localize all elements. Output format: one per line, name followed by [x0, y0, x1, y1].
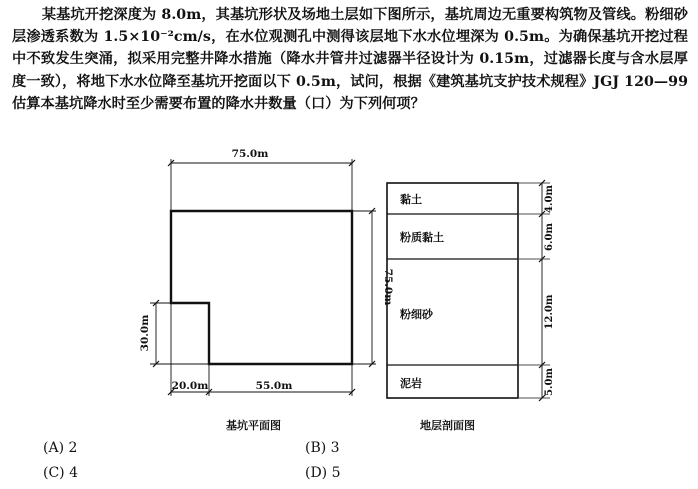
dim-left-label: 30.0m: [139, 314, 151, 352]
soil-layer-labels: [399, 192, 444, 390]
dim-top-label: 75.0m: [231, 148, 269, 160]
problem-text: 某基坑开挖深度为 8.0m，其基坑形状及场地土层如下图所示，基坑周边无重要构筑物及管线。粉细砂层渗透系数为 1.5×10⁻²cm/s，在水位观测孔中测得该层地下水水位埋深为 0.5m。为确保基坑开挖过程中不致发生突涌，拟采用完整井降水措施（降水井管井过滤器半径设计为 0.15m，过滤器长度与含水层厚度一致），将地下水水位降至基坑开挖面以下 0.5m，试问，根据《建筑基坑支护技术规程》JGJ 120—99 估算本基坑降水时至少需要布置的降水井数量（口）为下列何项？: [12, 7, 688, 112]
thickness-silty-clay: 6.0m: [544, 223, 555, 251]
thickness-fine-sand: 12.0m: [544, 294, 555, 330]
option-a[interactable]: (A) 2: [43, 440, 78, 456]
pit-outline: [171, 211, 352, 364]
layer-name-mudstone: 泥岩: [400, 377, 422, 390]
soil-thickness-labels: [544, 185, 555, 396]
layer-name-silty-clay: 粉质黏土: [400, 231, 444, 244]
section-column: [387, 183, 518, 398]
layer-name-clay: 黏土: [400, 193, 422, 206]
layer-name-fine-sand: 粉细砂: [400, 308, 433, 321]
option-b[interactable]: (B) 3: [305, 440, 340, 456]
plan-caption: 基坑平面图: [226, 419, 281, 432]
soil-section: [387, 180, 550, 401]
dim-bottom-left-label: 20.0m: [171, 380, 209, 392]
thickness-mudstone: 5.0m: [544, 368, 555, 396]
section-caption: 地层剖面图: [420, 419, 475, 432]
plan-dimension-labels: [139, 148, 394, 392]
dim-bottom-right-label: 55.0m: [255, 380, 293, 392]
thickness-clay: 4.0m: [544, 185, 555, 213]
option-d[interactable]: (D) 5: [305, 465, 341, 481]
dim-right-label: 75.0m: [382, 268, 394, 306]
option-c[interactable]: (C) 4: [43, 465, 78, 481]
plan-view: [150, 159, 376, 396]
